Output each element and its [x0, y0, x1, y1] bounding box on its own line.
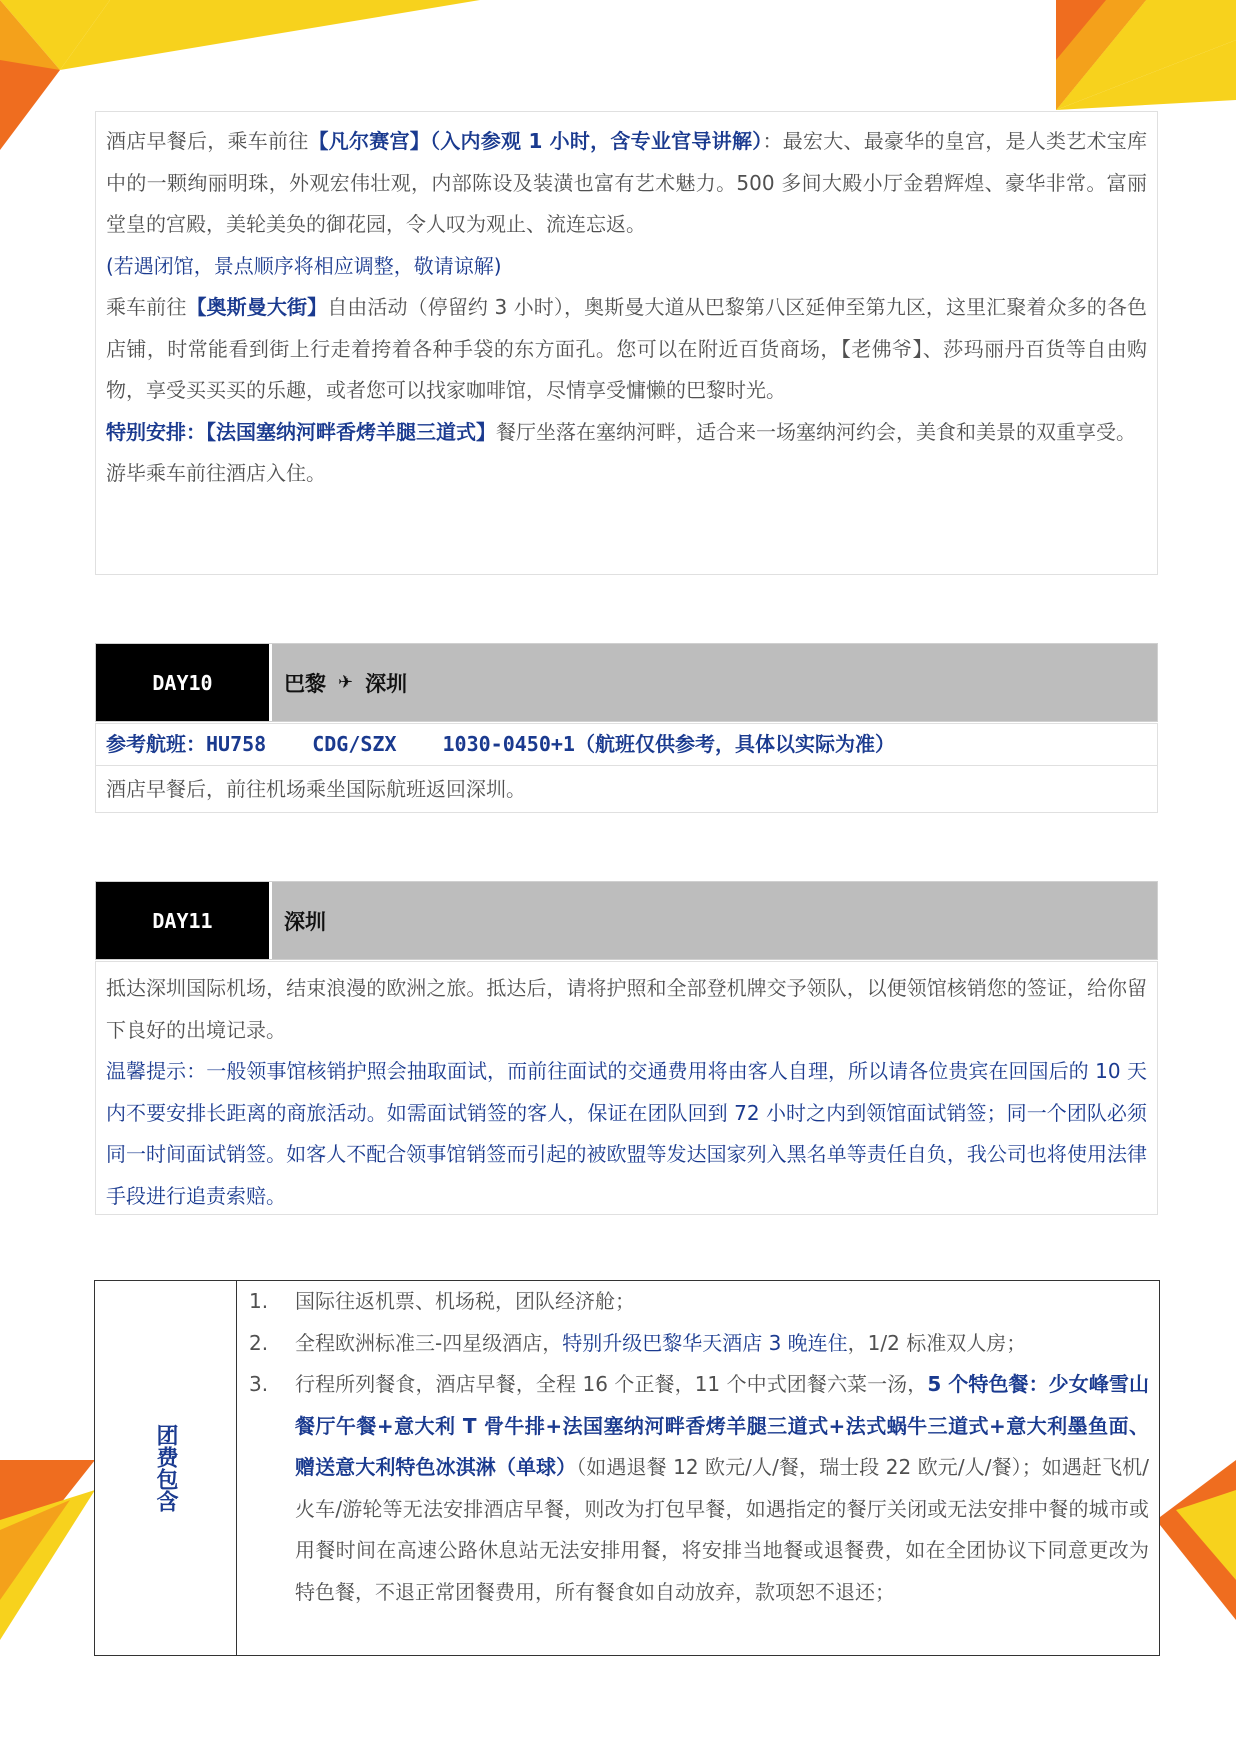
list-item: 2. 全程欧洲标准三-四星级酒店，特别升级巴黎华天酒店 3 晚连住，1/2 标准双人房；: [249, 1330, 1027, 1355]
flight-number: HU758: [206, 732, 267, 756]
day9-paragraph-haussmann: 乘车前往【奥斯曼大街】自由活动（停留约 3 小时），奥斯曼大道从巴黎第八区延伸至第九区，这里汇聚着众多的各色店铺，时常能看到街上行走着挎着各种手袋的东方面孔。您可以在附近百货商场，【老佛爷】、莎玛丽丹百货等自由购物，享受买买买的乐趣，或者您可以找家咖啡馆，尽情享受慵懒的巴黎时光。: [106, 295, 1147, 402]
list-item: 3. 行程所列餐食，酒店早餐，全程 16 个正餐，11 个中式团餐六菜一汤，5 个特色餐：少女峰雪山餐厅午餐+意大利 T 骨牛排+法国塞纳河畔香烤羊腿三道式+法式蜗牛三道式+意大利墨鱼面、赠送意大利特色冰淇淋（单球）（如遇退餐 12 欧元/人/餐，瑞士段 22 欧元/人/餐）；如遇赶飞机/火车/游轮等无法安排酒店早餐，则改为打包早餐，如遇指定的餐厅关闭或无法安排中餐的城市或用餐时间在高速公路休息站无法安排用餐，将安排当地餐或退餐费，如在全团协议下同意更改为特色餐，不退正常团餐费用，所有餐食如自动放弃，款项恕不退还；: [249, 1372, 1149, 1604]
day10-header: [95, 643, 1158, 722]
list-item: 1. 国际往返机票、机场税，团队经济舱；: [249, 1289, 635, 1313]
day11-warm-tip: 温馨提示：一般领事馆核销护照会抽取面试，而前往面试的交通费用将由客人自理，所以请各位贵宾在回国后的 10 天内不要安排长距离的商旅活动。如需面试销签的客人，保证在团队回到 72 小时之内到领馆面试销签；同一个团队必须同一时间面试销签。如客人不配合领事馆销签而引起的被欧盟等发达国家列入黑名单等责任自负，我公司也将使用法律手段进行追责索赔。: [106, 1059, 1147, 1208]
day9-paragraph-hotel: 游毕乘车前往酒店入住。: [106, 461, 326, 485]
day11-label: DAY11: [96, 882, 269, 959]
bottom-left-decoration: [0, 1460, 95, 1640]
day11-body: [95, 961, 1158, 1215]
day11-title: 深圳: [272, 882, 1157, 959]
day9-paragraph-versailles: 酒店早餐后，乘车前往【凡尔赛宫】（入内参观 1 小时，含专业官导讲解）：最宏大、最豪华的皇宫，是人类艺术宝库中的一颗绚丽明珠，外观宏伟壮观，内部陈设及装潢也富有艺术魅力。500 多间大殿小厅金碧辉煌、豪华非常。富丽堂皇的宫殿，美轮美奂的御花园，令人叹为观止、流连忘返。: [106, 129, 1148, 236]
haussmann-highlight: 【奥斯曼大街】: [186, 295, 328, 319]
day10-title: 巴黎 ✈ 深圳: [272, 644, 1157, 721]
day11-header: [95, 881, 1158, 960]
day9-body: [95, 111, 1158, 575]
flight-note: （航班仅供参考，具体以实际为准）: [574, 732, 895, 756]
versailles-highlight: 【凡尔赛宫】（入内参观 1 小时，含专业官导讲解）: [308, 129, 763, 153]
hotel-upgrade-highlight: 特别升级巴黎华天酒店 3 晚连住: [562, 1330, 848, 1355]
fee-includes-table: [94, 1280, 1160, 1656]
flight-info: 参考航班：HU758 CDG/SZX 1030-0450+1（航班仅供参考，具体以实际为准）: [96, 724, 1157, 766]
flight-time: 1030-0450+1: [442, 732, 575, 756]
day10-text: 酒店早餐后，前往机场乘坐国际航班返回深圳。: [106, 777, 526, 801]
closure-note: (若遇闭馆，景点顺序将相应调整，敬请谅解): [106, 253, 502, 278]
plane-icon: ✈: [338, 672, 354, 693]
special-meals-highlight: 5 个特色餐：少女峰雪山餐厅午餐+意大利 T 骨牛排+法国塞纳河畔香烤羊腿三道式+法式蜗牛三道式+意大利墨鱼面、赠送意大利特色冰淇淋（单球）: [295, 1372, 1149, 1479]
special-arrangement-highlight: 特别安排：【法国塞纳河畔香烤羊腿三道式】: [106, 419, 496, 444]
day10-label: DAY10: [96, 644, 269, 721]
flight-route: CDG/SZX: [312, 732, 397, 756]
bottom-right-decoration: [1156, 1460, 1236, 1620]
day9-paragraph-special: 特别安排：【法国塞纳河畔香烤羊腿三道式】餐厅坐落在塞纳河畔，适合来一场塞纳河约会，美食和美景的双重享受。: [106, 419, 1136, 444]
fee-includes-label: 团费包含: [95, 1281, 237, 1655]
day11-paragraph-arrival: 抵达深圳国际机场，结束浪漫的欧洲之旅。抵达后，请将护照和全部登机牌交予领队，以便领馆核销您的签证，给你留下良好的出境记录。: [106, 976, 1147, 1042]
fee-includes-list: [237, 1281, 1159, 1655]
day10-body: [95, 723, 1158, 813]
